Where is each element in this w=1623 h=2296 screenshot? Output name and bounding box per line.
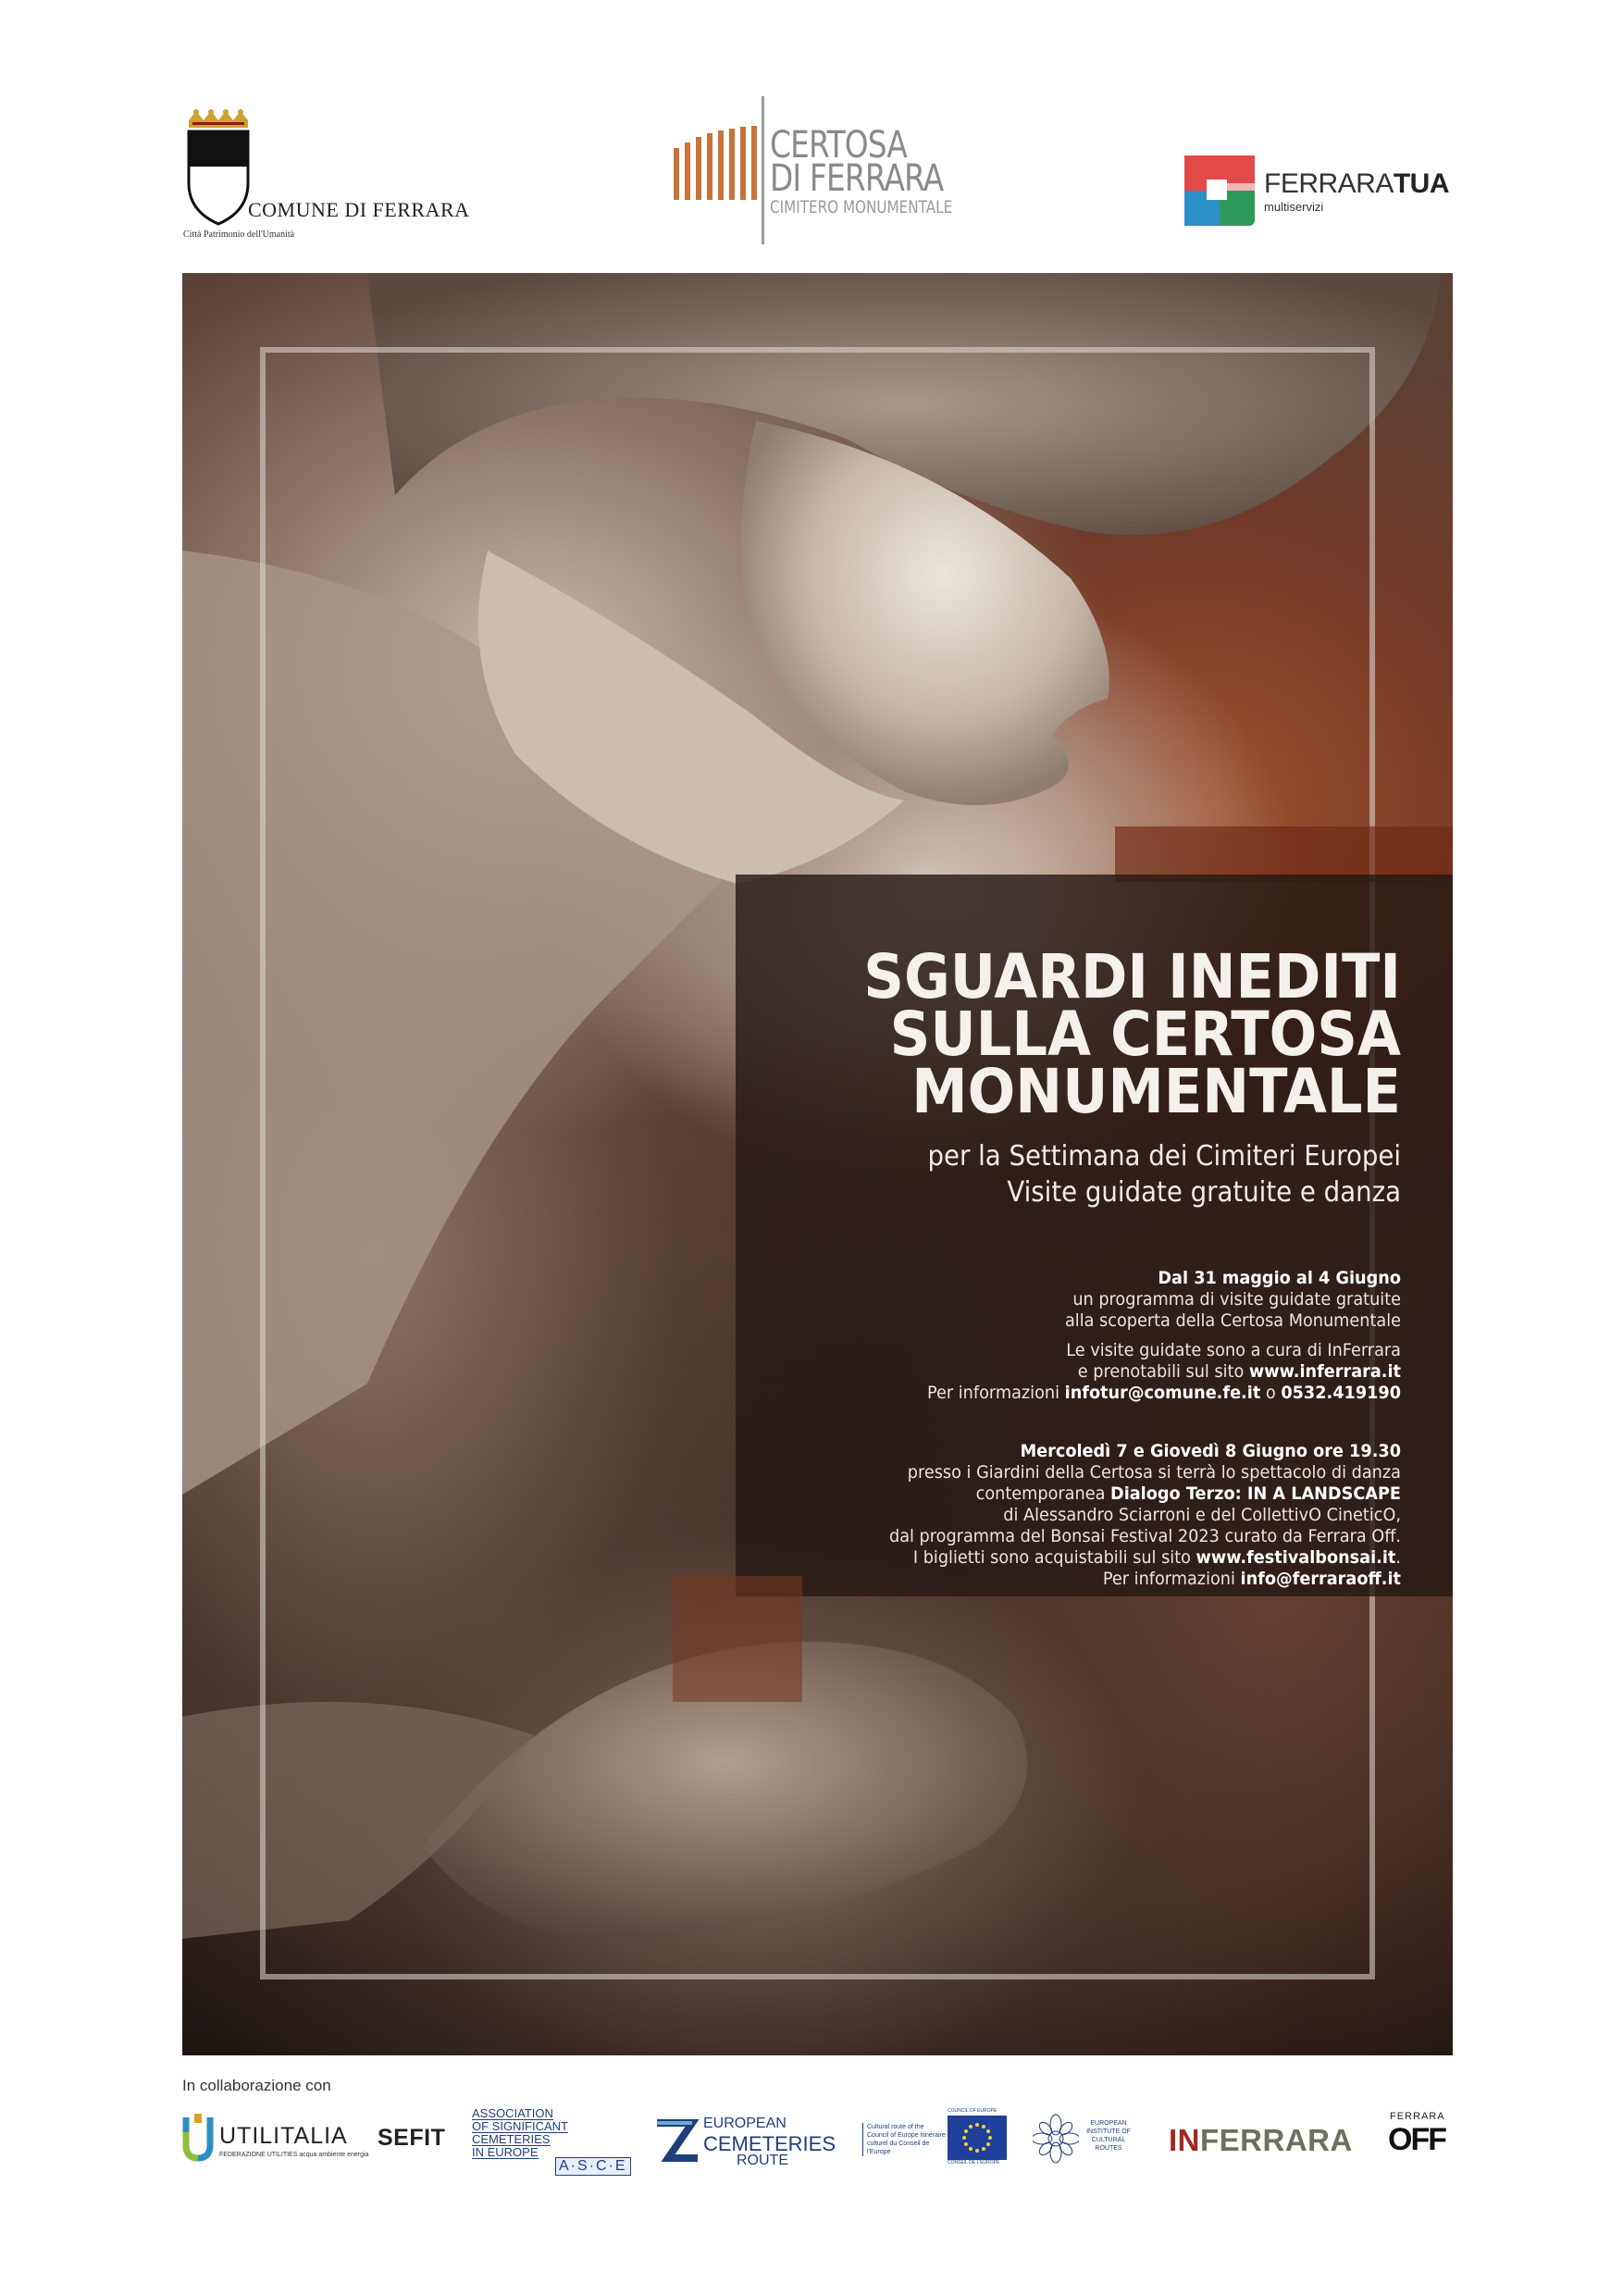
coe-top: COUNCIL OF EUROPE bbox=[948, 2108, 997, 2114]
visits-line-2: un programma di visite guidate gratuite bbox=[1072, 1289, 1401, 1309]
visits-line-3: alla scoperta della Certosa Monumentale bbox=[1064, 1310, 1401, 1331]
comune-tagline: Città Patrimonio dell'Umanità bbox=[183, 230, 295, 240]
booking-line-1: Le visite guidate sono a cura di InFerrara bbox=[1066, 1340, 1401, 1360]
eicr-flower-icon bbox=[1033, 2114, 1079, 2164]
ferraratua-brand bbox=[1264, 168, 1449, 200]
asce-line-1: ASSOCIATION bbox=[472, 2106, 553, 2120]
certosa-line3: CIMITERO MONUMENTALE bbox=[770, 197, 953, 217]
asce-acronym: A·S·C·E bbox=[555, 2157, 631, 2176]
ferraratua-logo bbox=[1184, 155, 1481, 230]
inferrara-in: IN bbox=[1169, 2123, 1200, 2157]
utilitalia-tag: FEDERAZIONE UTILITIES acqua ambiente energia bbox=[219, 2152, 369, 2158]
asce-logo bbox=[472, 2107, 629, 2177]
visits-block bbox=[568, 1268, 1401, 1332]
certosa-di-ferrara-logo bbox=[674, 93, 988, 250]
booking-line-3-mid: o bbox=[1260, 1383, 1282, 1403]
accent-block-bottom bbox=[673, 1576, 802, 1702]
council-of-europe-logo bbox=[862, 2108, 1010, 2167]
certosa-divider bbox=[762, 96, 764, 244]
ferraraoff-small: FERRARA bbox=[1390, 2111, 1445, 2122]
eu-flag-icon bbox=[948, 2116, 1007, 2160]
comune-name: COMUNE DI FERRARA bbox=[248, 198, 470, 221]
european-cemeteries-route-logo bbox=[655, 2114, 840, 2169]
poster-image bbox=[182, 273, 1453, 2055]
utilitalia-logo bbox=[182, 2114, 369, 2169]
crown-icon bbox=[183, 109, 254, 130]
asce-line-4: IN EUROPE bbox=[472, 2145, 539, 2159]
ecr-line-1: EUROPEAN bbox=[703, 2116, 787, 2131]
dance-line-4: di Alessandro Sciarroni e del CollettivO CineticO, bbox=[1003, 1505, 1401, 1525]
dance-line-6-post: . bbox=[1395, 1547, 1401, 1568]
dance-line-3-pre: contemporanea bbox=[975, 1483, 1111, 1504]
dance-line-7-pre: Per informazioni bbox=[1102, 1569, 1241, 1589]
ferraraoff-email[interactable]: info@ferraraoff.it bbox=[1240, 1569, 1401, 1589]
title-line-2: SULLA CERTOSA bbox=[889, 999, 1401, 1070]
title-line-3: MONUMENTALE bbox=[911, 1056, 1401, 1127]
ferraratua-brand-bold: TUA bbox=[1393, 168, 1450, 199]
coat-of-arms-icon bbox=[185, 128, 252, 226]
booking-line-2-pre: e prenotabili sul sito bbox=[1077, 1361, 1249, 1382]
dance-line-5: dal programma del Bonsai Festival 2023 curato da Ferrara Off. bbox=[888, 1526, 1401, 1546]
eicr-logo bbox=[1033, 2110, 1144, 2169]
coe-text: Cultural route of the Council of Europe Itinéraire culturel du Conseil de l'Europe bbox=[862, 2123, 947, 2156]
inferrara-logo bbox=[1169, 2123, 1353, 2158]
ferraraoff-big: OFF bbox=[1388, 2122, 1445, 2157]
ecr-line-2: CEMETERIES bbox=[703, 2132, 836, 2155]
ecr-mark-icon bbox=[655, 2117, 700, 2164]
dance-line-6-pre: I biglietti sono acquistabili sul sito bbox=[912, 1547, 1196, 1568]
ecr-line-3: ROUTE bbox=[737, 2153, 788, 2168]
ferraratua-brand-light: FERRARA bbox=[1264, 168, 1394, 199]
poster-title bbox=[568, 941, 1401, 1127]
ferrara-off-logo bbox=[1388, 2111, 1453, 2166]
certosa-line2: DI FERRARA bbox=[770, 157, 944, 200]
title-line-1: SGUARDI INEDITI bbox=[863, 941, 1401, 1012]
dance-date: Mercoledì 7 e Giovedì 8 Giugno ore 19.30 bbox=[1020, 1441, 1401, 1461]
inferrara-link[interactable]: www.inferrara.it bbox=[1248, 1361, 1401, 1382]
utilitalia-name: UTILITALIA bbox=[219, 2123, 348, 2149]
certosa-line1: CERTOSA bbox=[770, 124, 908, 167]
dance-line-2: presso i Giardini della Certosa si terrà lo spettacolo di danza bbox=[907, 1462, 1401, 1483]
coe-bottom: CONSEIL DE L'EUROPE bbox=[948, 2160, 1000, 2166]
festivalbonsai-link[interactable]: www.festivalbonsai.it bbox=[1196, 1547, 1396, 1568]
utilitalia-mark-icon bbox=[182, 2114, 214, 2162]
dance-block bbox=[568, 1441, 1401, 1590]
infotur-email[interactable]: infotur@comune.fe.it bbox=[1064, 1383, 1261, 1403]
subtitle-line-2: Visite guidate gratuite e danza bbox=[1007, 1176, 1401, 1209]
asce-line-2: OF SIGNIFICANT bbox=[472, 2119, 568, 2133]
ferraratua-mark-icon bbox=[1184, 155, 1255, 226]
eicr-text: EUROPEAN INSTITUTE OF CULTURAL ROUTES bbox=[1086, 2120, 1131, 2152]
visits-dates: Dal 31 maggio al 4 Giugno bbox=[1158, 1268, 1401, 1288]
comune-di-ferrara-logo bbox=[183, 109, 470, 248]
ferraratua-sub: multiservizi bbox=[1264, 200, 1324, 214]
dance-show-title: Dialogo Terzo: IN A LANDSCAPE bbox=[1110, 1483, 1401, 1504]
subtitle-line-1: per la Settimana dei Cimiteri Europei bbox=[927, 1140, 1401, 1173]
collaboration-label: In collaborazione con bbox=[182, 2077, 331, 2094]
infotur-phone[interactable]: 0532.419190 bbox=[1281, 1383, 1401, 1403]
booking-block bbox=[568, 1340, 1401, 1404]
certosa-columns-icon bbox=[674, 126, 759, 200]
sefit-logo: SEFIT bbox=[378, 2125, 446, 2151]
inferrara-rest: FERRARA bbox=[1200, 2123, 1353, 2157]
accent-block-top bbox=[1115, 826, 1453, 882]
booking-line-3-pre: Per informazioni bbox=[926, 1383, 1065, 1403]
asce-line-3: CEMETERIES bbox=[472, 2132, 551, 2146]
poster-subtitle bbox=[568, 1138, 1401, 1210]
